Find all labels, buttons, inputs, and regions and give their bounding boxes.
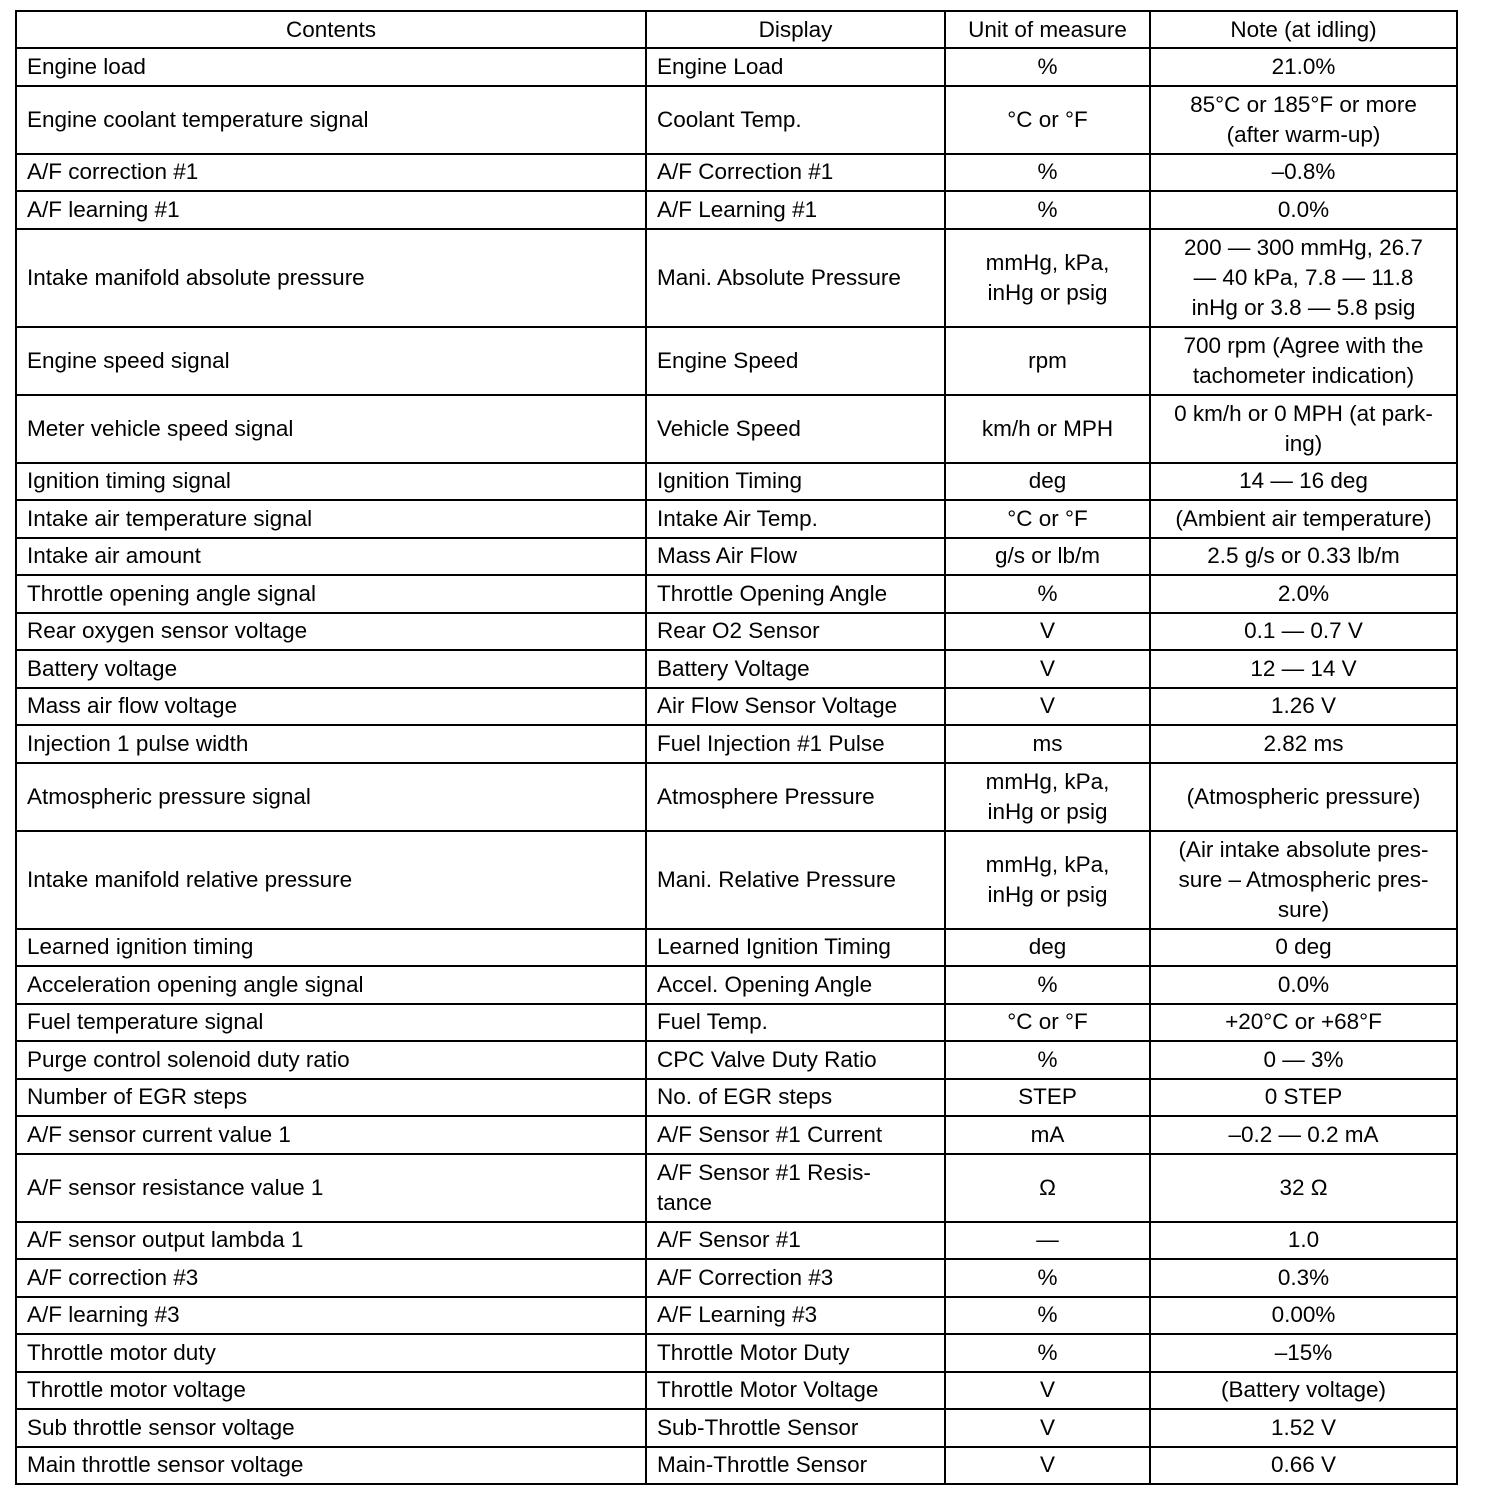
table-row bbox=[16, 1004, 1457, 1042]
cell-note: 2.5 g/s or 0.33 lb/m bbox=[1150, 538, 1457, 576]
cell-unit: mmHg, kPa, inHg or psig bbox=[945, 763, 1150, 831]
cell-display: Mani. Absolute Pressure bbox=[646, 229, 945, 327]
table-row bbox=[16, 1259, 1457, 1297]
cell-unit: deg bbox=[945, 929, 1150, 967]
cell-note: 2.0% bbox=[1150, 575, 1457, 613]
cell-display: No. of EGR steps bbox=[646, 1079, 945, 1117]
table-row bbox=[16, 575, 1457, 613]
cell-note: +20°C or +68°F bbox=[1150, 1004, 1457, 1042]
cell-contents: A/F sensor output lambda 1 bbox=[16, 1222, 646, 1260]
table-row bbox=[16, 613, 1457, 651]
cell-note: 14 — 16 deg bbox=[1150, 463, 1457, 501]
table-row bbox=[16, 650, 1457, 688]
table-row bbox=[16, 500, 1457, 538]
cell-note: 1.0 bbox=[1150, 1222, 1457, 1260]
cell-note: (Atmospheric pressure) bbox=[1150, 763, 1457, 831]
table-row bbox=[16, 86, 1457, 154]
cell-contents: Learned ignition timing bbox=[16, 929, 646, 967]
table-row bbox=[16, 538, 1457, 576]
cell-unit: mmHg, kPa, inHg or psig bbox=[945, 229, 1150, 327]
cell-note: 0.1 — 0.7 V bbox=[1150, 613, 1457, 651]
cell-note: 0.3% bbox=[1150, 1259, 1457, 1297]
table-row bbox=[16, 48, 1457, 86]
cell-display: Atmosphere Pressure bbox=[646, 763, 945, 831]
cell-unit: mmHg, kPa, inHg or psig bbox=[945, 831, 1150, 929]
cell-note: 12 — 14 V bbox=[1150, 650, 1457, 688]
cell-display: A/F Correction #1 bbox=[646, 154, 945, 192]
cell-display: Mass Air Flow bbox=[646, 538, 945, 576]
cell-unit: ms bbox=[945, 725, 1150, 763]
cell-note: 700 rpm (Agree with the tachometer indication) bbox=[1150, 327, 1457, 395]
cell-display: Mani. Relative Pressure bbox=[646, 831, 945, 929]
cell-note: 200 — 300 mmHg, 26.7 — 40 kPa, 7.8 — 11.8 inHg or 3.8 — 5.8 psig bbox=[1150, 229, 1457, 327]
cell-note: (Air intake absolute pres- sure – Atmospheric pres- sure) bbox=[1150, 831, 1457, 929]
cell-unit: V bbox=[945, 1372, 1150, 1410]
cell-unit: °C or °F bbox=[945, 1004, 1150, 1042]
header-contents: Contents bbox=[16, 11, 646, 48]
cell-contents: Injection 1 pulse width bbox=[16, 725, 646, 763]
cell-note: 0 km/h or 0 MPH (at park- ing) bbox=[1150, 395, 1457, 463]
cell-display: Accel. Opening Angle bbox=[646, 966, 945, 1004]
cell-contents: Number of EGR steps bbox=[16, 1079, 646, 1117]
cell-contents: Purge control solenoid duty ratio bbox=[16, 1041, 646, 1079]
cell-contents: Rear oxygen sensor voltage bbox=[16, 613, 646, 651]
cell-display: A/F Sensor #1 Current bbox=[646, 1116, 945, 1154]
cell-display: Throttle Motor Duty bbox=[646, 1334, 945, 1372]
cell-contents: Ignition timing signal bbox=[16, 463, 646, 501]
table-row bbox=[16, 1409, 1457, 1447]
cell-unit: % bbox=[945, 1297, 1150, 1335]
header-unit: Unit of measure bbox=[945, 11, 1150, 48]
table-row bbox=[16, 1297, 1457, 1335]
cell-contents: A/F learning #3 bbox=[16, 1297, 646, 1335]
cell-display: Intake Air Temp. bbox=[646, 500, 945, 538]
cell-contents: A/F learning #1 bbox=[16, 191, 646, 229]
cell-note: 0 STEP bbox=[1150, 1079, 1457, 1117]
cell-contents: A/F sensor resistance value 1 bbox=[16, 1154, 646, 1222]
cell-unit: rpm bbox=[945, 327, 1150, 395]
table-row bbox=[16, 395, 1457, 463]
cell-contents: Throttle motor duty bbox=[16, 1334, 646, 1372]
table-row bbox=[16, 1041, 1457, 1079]
cell-unit: — bbox=[945, 1222, 1150, 1260]
cell-unit: km/h or MPH bbox=[945, 395, 1150, 463]
cell-unit: mA bbox=[945, 1116, 1150, 1154]
cell-contents: Fuel temperature signal bbox=[16, 1004, 646, 1042]
table-row bbox=[16, 1222, 1457, 1260]
cell-unit: °C or °F bbox=[945, 86, 1150, 154]
table-row bbox=[16, 1154, 1457, 1222]
cell-unit: °C or °F bbox=[945, 500, 1150, 538]
cell-note: 32 Ω bbox=[1150, 1154, 1457, 1222]
cell-contents: Engine coolant temperature signal bbox=[16, 86, 646, 154]
cell-display: Rear O2 Sensor bbox=[646, 613, 945, 651]
cell-unit: % bbox=[945, 1041, 1150, 1079]
cell-contents: A/F correction #1 bbox=[16, 154, 646, 192]
cell-note: 0 — 3% bbox=[1150, 1041, 1457, 1079]
cell-display: Ignition Timing bbox=[646, 463, 945, 501]
cell-display: Battery Voltage bbox=[646, 650, 945, 688]
header-note: Note (at idling) bbox=[1150, 11, 1457, 48]
cell-contents: Main throttle sensor voltage bbox=[16, 1447, 646, 1485]
cell-display: Sub-Throttle Sensor bbox=[646, 1409, 945, 1447]
cell-contents: Intake manifold absolute pressure bbox=[16, 229, 646, 327]
cell-unit: % bbox=[945, 1334, 1150, 1372]
cell-unit: deg bbox=[945, 463, 1150, 501]
cell-contents: Engine load bbox=[16, 48, 646, 86]
cell-note: (Ambient air temperature) bbox=[1150, 500, 1457, 538]
cell-note: 1.26 V bbox=[1150, 688, 1457, 726]
cell-display: Vehicle Speed bbox=[646, 395, 945, 463]
cell-unit: % bbox=[945, 966, 1150, 1004]
data-monitor-table bbox=[15, 10, 1458, 1485]
cell-note: –0.2 — 0.2 mA bbox=[1150, 1116, 1457, 1154]
cell-unit: V bbox=[945, 688, 1150, 726]
cell-note: 0.0% bbox=[1150, 191, 1457, 229]
table-row bbox=[16, 154, 1457, 192]
cell-unit: % bbox=[945, 1259, 1150, 1297]
cell-display: Fuel Injection #1 Pulse bbox=[646, 725, 945, 763]
cell-display: Engine Load bbox=[646, 48, 945, 86]
table-row bbox=[16, 229, 1457, 327]
cell-note: 0.66 V bbox=[1150, 1447, 1457, 1485]
cell-note: 1.52 V bbox=[1150, 1409, 1457, 1447]
cell-display: A/F Sensor #1 bbox=[646, 1222, 945, 1260]
cell-display: A/F Correction #3 bbox=[646, 1259, 945, 1297]
cell-unit: % bbox=[945, 154, 1150, 192]
cell-display: Engine Speed bbox=[646, 327, 945, 395]
cell-unit: V bbox=[945, 650, 1150, 688]
cell-contents: Acceleration opening angle signal bbox=[16, 966, 646, 1004]
cell-contents: Throttle opening angle signal bbox=[16, 575, 646, 613]
cell-note: 0 deg bbox=[1150, 929, 1457, 967]
cell-display: A/F Learning #1 bbox=[646, 191, 945, 229]
cell-display: Learned Ignition Timing bbox=[646, 929, 945, 967]
cell-contents: Intake air temperature signal bbox=[16, 500, 646, 538]
cell-note: (Battery voltage) bbox=[1150, 1372, 1457, 1410]
cell-contents: Intake air amount bbox=[16, 538, 646, 576]
cell-contents: Engine speed signal bbox=[16, 327, 646, 395]
cell-contents: Battery voltage bbox=[16, 650, 646, 688]
cell-unit: Ω bbox=[945, 1154, 1150, 1222]
cell-contents: A/F sensor current value 1 bbox=[16, 1116, 646, 1154]
cell-display: CPC Valve Duty Ratio bbox=[646, 1041, 945, 1079]
cell-display: A/F Learning #3 bbox=[646, 1297, 945, 1335]
cell-display: Throttle Motor Voltage bbox=[646, 1372, 945, 1410]
table-row bbox=[16, 1079, 1457, 1117]
cell-display: Coolant Temp. bbox=[646, 86, 945, 154]
cell-note: –15% bbox=[1150, 1334, 1457, 1372]
table-row bbox=[16, 929, 1457, 967]
cell-display: A/F Sensor #1 Resis- tance bbox=[646, 1154, 945, 1222]
cell-display: Throttle Opening Angle bbox=[646, 575, 945, 613]
table-row bbox=[16, 1372, 1457, 1410]
cell-unit: V bbox=[945, 1447, 1150, 1485]
cell-note: 85°C or 185°F or more (after warm-up) bbox=[1150, 86, 1457, 154]
cell-contents: Throttle motor voltage bbox=[16, 1372, 646, 1410]
table-row bbox=[16, 831, 1457, 929]
table-row bbox=[16, 1447, 1457, 1485]
cell-display: Air Flow Sensor Voltage bbox=[646, 688, 945, 726]
cell-unit: STEP bbox=[945, 1079, 1150, 1117]
cell-unit: % bbox=[945, 48, 1150, 86]
cell-contents: Intake manifold relative pressure bbox=[16, 831, 646, 929]
table-row bbox=[16, 725, 1457, 763]
table-row bbox=[16, 763, 1457, 831]
cell-contents: A/F correction #3 bbox=[16, 1259, 646, 1297]
table-row bbox=[16, 463, 1457, 501]
cell-unit: % bbox=[945, 575, 1150, 613]
header-display: Display bbox=[646, 11, 945, 48]
cell-note: 0.00% bbox=[1150, 1297, 1457, 1335]
cell-note: 2.82 ms bbox=[1150, 725, 1457, 763]
cell-unit: V bbox=[945, 1409, 1150, 1447]
cell-note: 21.0% bbox=[1150, 48, 1457, 86]
cell-unit: V bbox=[945, 613, 1150, 651]
cell-display: Fuel Temp. bbox=[646, 1004, 945, 1042]
table-row bbox=[16, 966, 1457, 1004]
table-row bbox=[16, 1116, 1457, 1154]
cell-note: –0.8% bbox=[1150, 154, 1457, 192]
cell-unit: g/s or lb/m bbox=[945, 538, 1150, 576]
cell-note: 0.0% bbox=[1150, 966, 1457, 1004]
cell-contents: Sub throttle sensor voltage bbox=[16, 1409, 646, 1447]
cell-contents: Atmospheric pressure signal bbox=[16, 763, 646, 831]
cell-display: Main-Throttle Sensor bbox=[646, 1447, 945, 1485]
cell-unit: % bbox=[945, 191, 1150, 229]
cell-contents: Mass air flow voltage bbox=[16, 688, 646, 726]
cell-contents: Meter vehicle speed signal bbox=[16, 395, 646, 463]
table-header-row bbox=[16, 11, 1457, 48]
table-row bbox=[16, 191, 1457, 229]
table-row bbox=[16, 688, 1457, 726]
table-row bbox=[16, 327, 1457, 395]
table-row bbox=[16, 1334, 1457, 1372]
table-body bbox=[16, 48, 1457, 1484]
